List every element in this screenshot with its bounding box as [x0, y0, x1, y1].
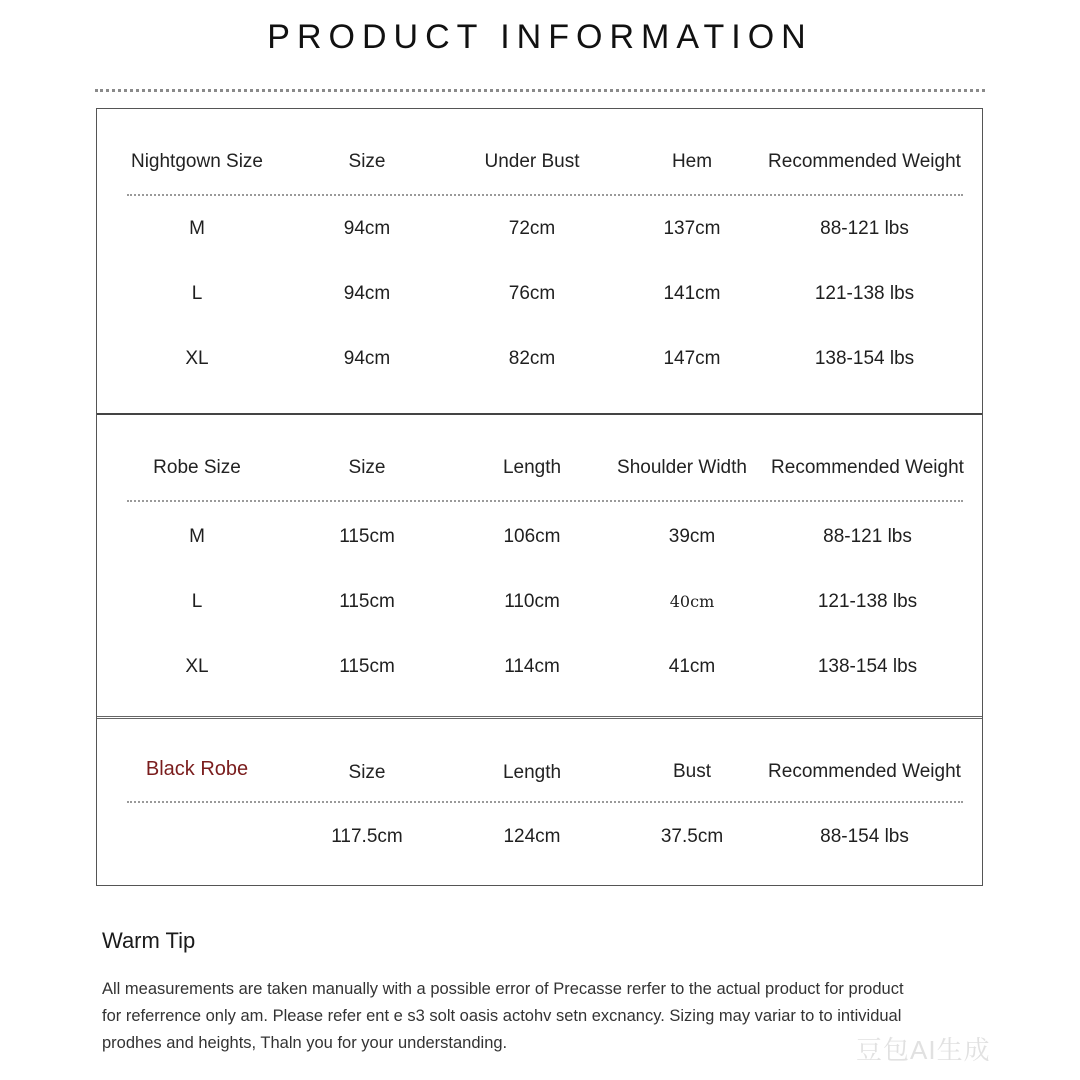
- nightgown-section: [97, 109, 982, 414]
- nightgown-header-size: Size: [348, 151, 386, 172]
- warm-tip-line: prodhes and heights, Thaln you for your understanding.: [102, 1034, 508, 1052]
- black-robe-header-bust: Bust: [672, 761, 712, 782]
- nightgown-header-row: [97, 142, 982, 182]
- nightgown-header-dotted-rule: [127, 194, 963, 196]
- value-cell: 141cm: [663, 283, 721, 304]
- table-row: [97, 647, 982, 687]
- size-cell: [127, 817, 267, 857]
- title-divider: [95, 89, 985, 92]
- robe-header-length: Length: [502, 457, 562, 478]
- value-cell: 106cm: [503, 526, 561, 547]
- black-robe-header-length: Length: [502, 762, 562, 783]
- size-cell: XL: [185, 348, 209, 369]
- robe-header-dotted-rule: [127, 500, 963, 502]
- value-cell: 110cm: [504, 591, 560, 612]
- value-cell: 39cm: [668, 526, 716, 547]
- value-cell: 124cm: [503, 826, 561, 847]
- size-cell: M: [189, 526, 205, 547]
- table-row: [97, 274, 982, 314]
- value-cell: 41cm: [668, 656, 716, 677]
- nightgown-header-under-bust: Under Bust: [484, 151, 580, 172]
- size-cell: M: [189, 218, 205, 239]
- page-title: PRODUCT INFORMATION: [267, 18, 813, 56]
- value-cell: 121-138 lbs: [814, 283, 915, 304]
- table-row: [97, 209, 982, 249]
- robe-header-size: Size: [348, 457, 386, 478]
- value-cell: 94cm: [343, 348, 391, 369]
- warm-tip-line: All measurements are taken manually with a possible error of Precasse rerfer to the actual product for product: [102, 980, 904, 998]
- value-cell: 121-138 lbs: [817, 591, 918, 612]
- value-cell: 82cm: [508, 348, 556, 369]
- warm-tip-line: for referrence only am. Please refer ent e s3 solt oasis actohv setn excnancy. Sizing may variar to to intividual: [102, 1007, 902, 1025]
- value-cell: 40cm: [669, 592, 715, 611]
- robe-header-row: [97, 448, 982, 488]
- table-row: [97, 339, 982, 379]
- value-cell: 76cm: [508, 283, 556, 304]
- value-cell: 115cm: [339, 656, 395, 677]
- section-divider: [97, 716, 982, 719]
- value-cell: 94cm: [343, 283, 391, 304]
- table-row: [97, 517, 982, 557]
- black-robe-header-dotted-rule: [127, 801, 963, 803]
- value-cell: 138-154 lbs: [814, 348, 915, 369]
- value-cell: 88-121 lbs: [820, 218, 909, 239]
- warm-tip-heading: Warm Tip: [102, 928, 196, 953]
- size-chart-frame: [96, 108, 983, 886]
- table-row: [97, 817, 982, 857]
- black-robe-header-size: Size: [348, 762, 386, 783]
- value-cell: 138-154 lbs: [817, 656, 918, 677]
- size-cell: XL: [185, 656, 209, 677]
- nightgown-header-label: Nightgown Size: [130, 151, 264, 172]
- black-robe-header-row: [97, 749, 982, 789]
- size-cell: L: [191, 591, 203, 612]
- value-cell: 147cm: [663, 348, 721, 369]
- value-cell: 115cm: [339, 526, 395, 547]
- size-cell: L: [191, 283, 203, 304]
- nightgown-header-weight: Recommended Weight: [768, 151, 961, 172]
- value-cell: 94cm: [343, 218, 391, 239]
- nightgown-header-hem: Hem: [671, 151, 713, 172]
- table-row: [97, 582, 982, 622]
- value-cell: 117.5cm: [331, 826, 403, 847]
- value-cell: 88-154 lbs: [820, 826, 909, 847]
- black-robe-header-weight: Recommended Weight: [768, 761, 961, 782]
- value-cell: 72cm: [508, 218, 556, 239]
- black-robe-header-label: Black Robe: [145, 758, 249, 780]
- value-cell: 114cm: [504, 656, 560, 677]
- warm-tip-text: [102, 976, 982, 1057]
- value-cell: 88-121 lbs: [823, 526, 912, 547]
- robe-header-shoulder-width: Shoulder Width: [617, 457, 747, 478]
- robe-header-label: Robe Size: [153, 457, 241, 478]
- value-cell: 37.5cm: [660, 826, 724, 847]
- value-cell: 137cm: [663, 218, 721, 239]
- robe-section: [97, 415, 982, 717]
- black-robe-section: [97, 721, 982, 885]
- value-cell: 115cm: [339, 591, 395, 612]
- robe-header-weight: Recommended Weight: [771, 457, 964, 478]
- watermark: 豆包AI生成: [856, 1035, 991, 1065]
